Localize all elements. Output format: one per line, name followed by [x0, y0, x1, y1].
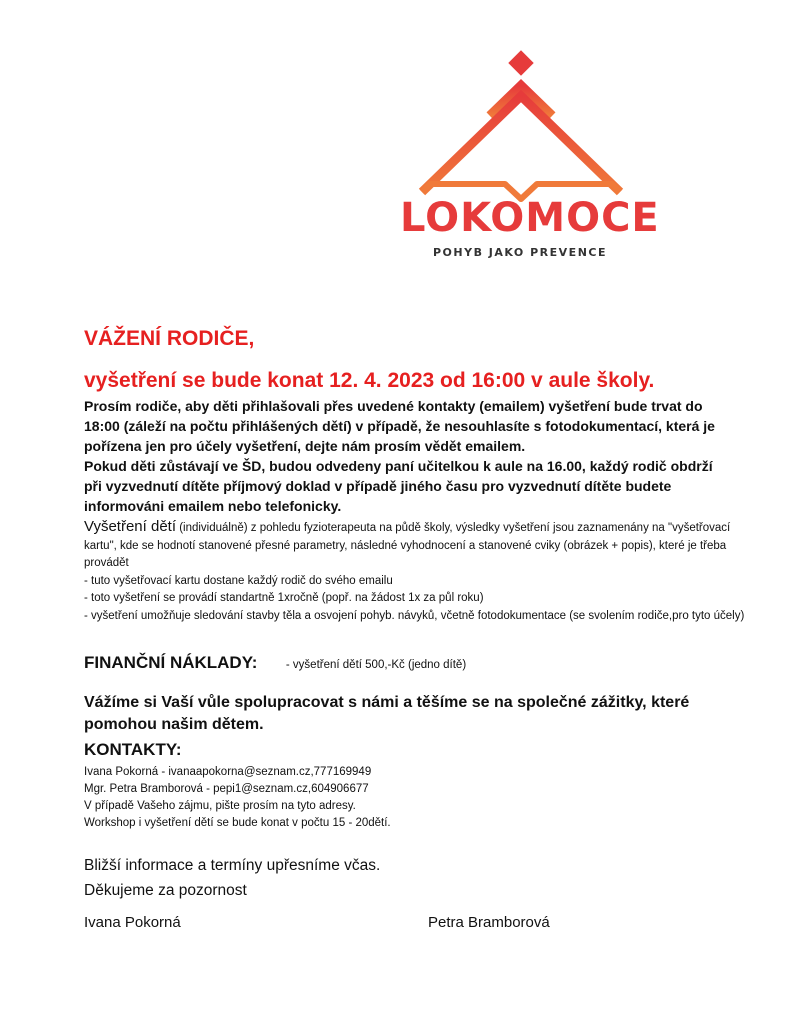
exam-bullet: - vyšetření umožňuje sledování stavby těla a osvojení pohyb. návyků, včetně fotodokumentace (se svolením rodiče,pro tyto účely) [84, 609, 745, 622]
contact-line: Mgr. Petra Bramborová - pepi1@seznam.cz,604906677 [84, 783, 369, 795]
logo-tagline: POHYB JAKO PREVENCE [433, 246, 607, 259]
info-line: Bližší informace a termíny upřesníme včas. [84, 857, 381, 874]
contact-line: Ivana Pokorná - ivanaapokorna@seznam.cz,777169949 [84, 766, 372, 778]
logo-diamond [508, 50, 533, 75]
registration-paragraph: Prosím rodiče, aby děti přihlašovali přes uvedené kontakty (emailem) vyšetření bude trvat do 18:00 (záleží na počtu přihlášených dětí) v případě, že nesouhlasíte s fotodokumentací, která je pořízena jen pro účely vyšetření, dejte nám prosím vědět emailem. [84, 398, 715, 454]
exam-bullet: - toto vyšetření se provádí standartně 1xročně (popř. na žádost 1x za půl roku) [84, 592, 484, 604]
pickup-paragraph: Pokud děti zůstávají ve ŠD, budou odvedeny paní učitelkou k aule na 16.00, každý rodič obdrží při vyzvednutí dítěte příjmový doklad v případě jiného času pro vyzvednutí dítěte budete informováni emailem nebo telefonicky. [84, 458, 713, 514]
exam-text: (individuálně) z pohledu fyzioterapeuta na půdě školy, výsledky vyšetření jsou zaznamenány na "vyšetřovací kartu", kde se hodnotí stanovené přesné parametry, následné vyhodnocení a stanovené cviky (obrázek + popis), které je třeba provádět [84, 522, 731, 569]
exam-description [84, 518, 749, 625]
exam-bullet: - tuto vyšetřovací kartu dostane každý rodič do svého emailu [84, 574, 393, 587]
costs-section [84, 653, 466, 673]
signature-right: Petra Bramborová [428, 914, 550, 931]
exam-intro [84, 518, 749, 573]
closing-info [84, 853, 380, 903]
exam-lead: Vyšetření dětí [84, 518, 176, 535]
logo-wordmark: LOKOMOCE [400, 195, 660, 241]
costs-heading: FINANČNÍ NÁKLADY: [84, 653, 258, 672]
contact-line: V případě Vašeho zájmu, pište prosím na tyto adresy. [84, 800, 356, 812]
costs-value: - vyšetření dětí 500,-Kč (jedno dítě) [285, 659, 467, 671]
signature-left: Ivana Pokorná [84, 914, 181, 931]
thanks-paragraph: Vážíme si Vaší vůle spolupracovat s námi a těšíme se na společné zážitky, které pomohou našim dětem. [84, 694, 690, 733]
contacts-heading: KONTAKTY: [84, 740, 182, 759]
info-line: Děkujeme za pozornost [84, 882, 247, 899]
contact-line: Workshop i vyšetření dětí se bude konat v počtu 15 - 20dětí. [84, 817, 391, 829]
contacts-list [84, 764, 391, 832]
event-date-heading: vyšetření se bude konat 12. 4. 2023 od 16:00 v aule školy. [84, 369, 655, 392]
greeting-heading: VÁŽENÍ RODIČE, [84, 327, 255, 350]
